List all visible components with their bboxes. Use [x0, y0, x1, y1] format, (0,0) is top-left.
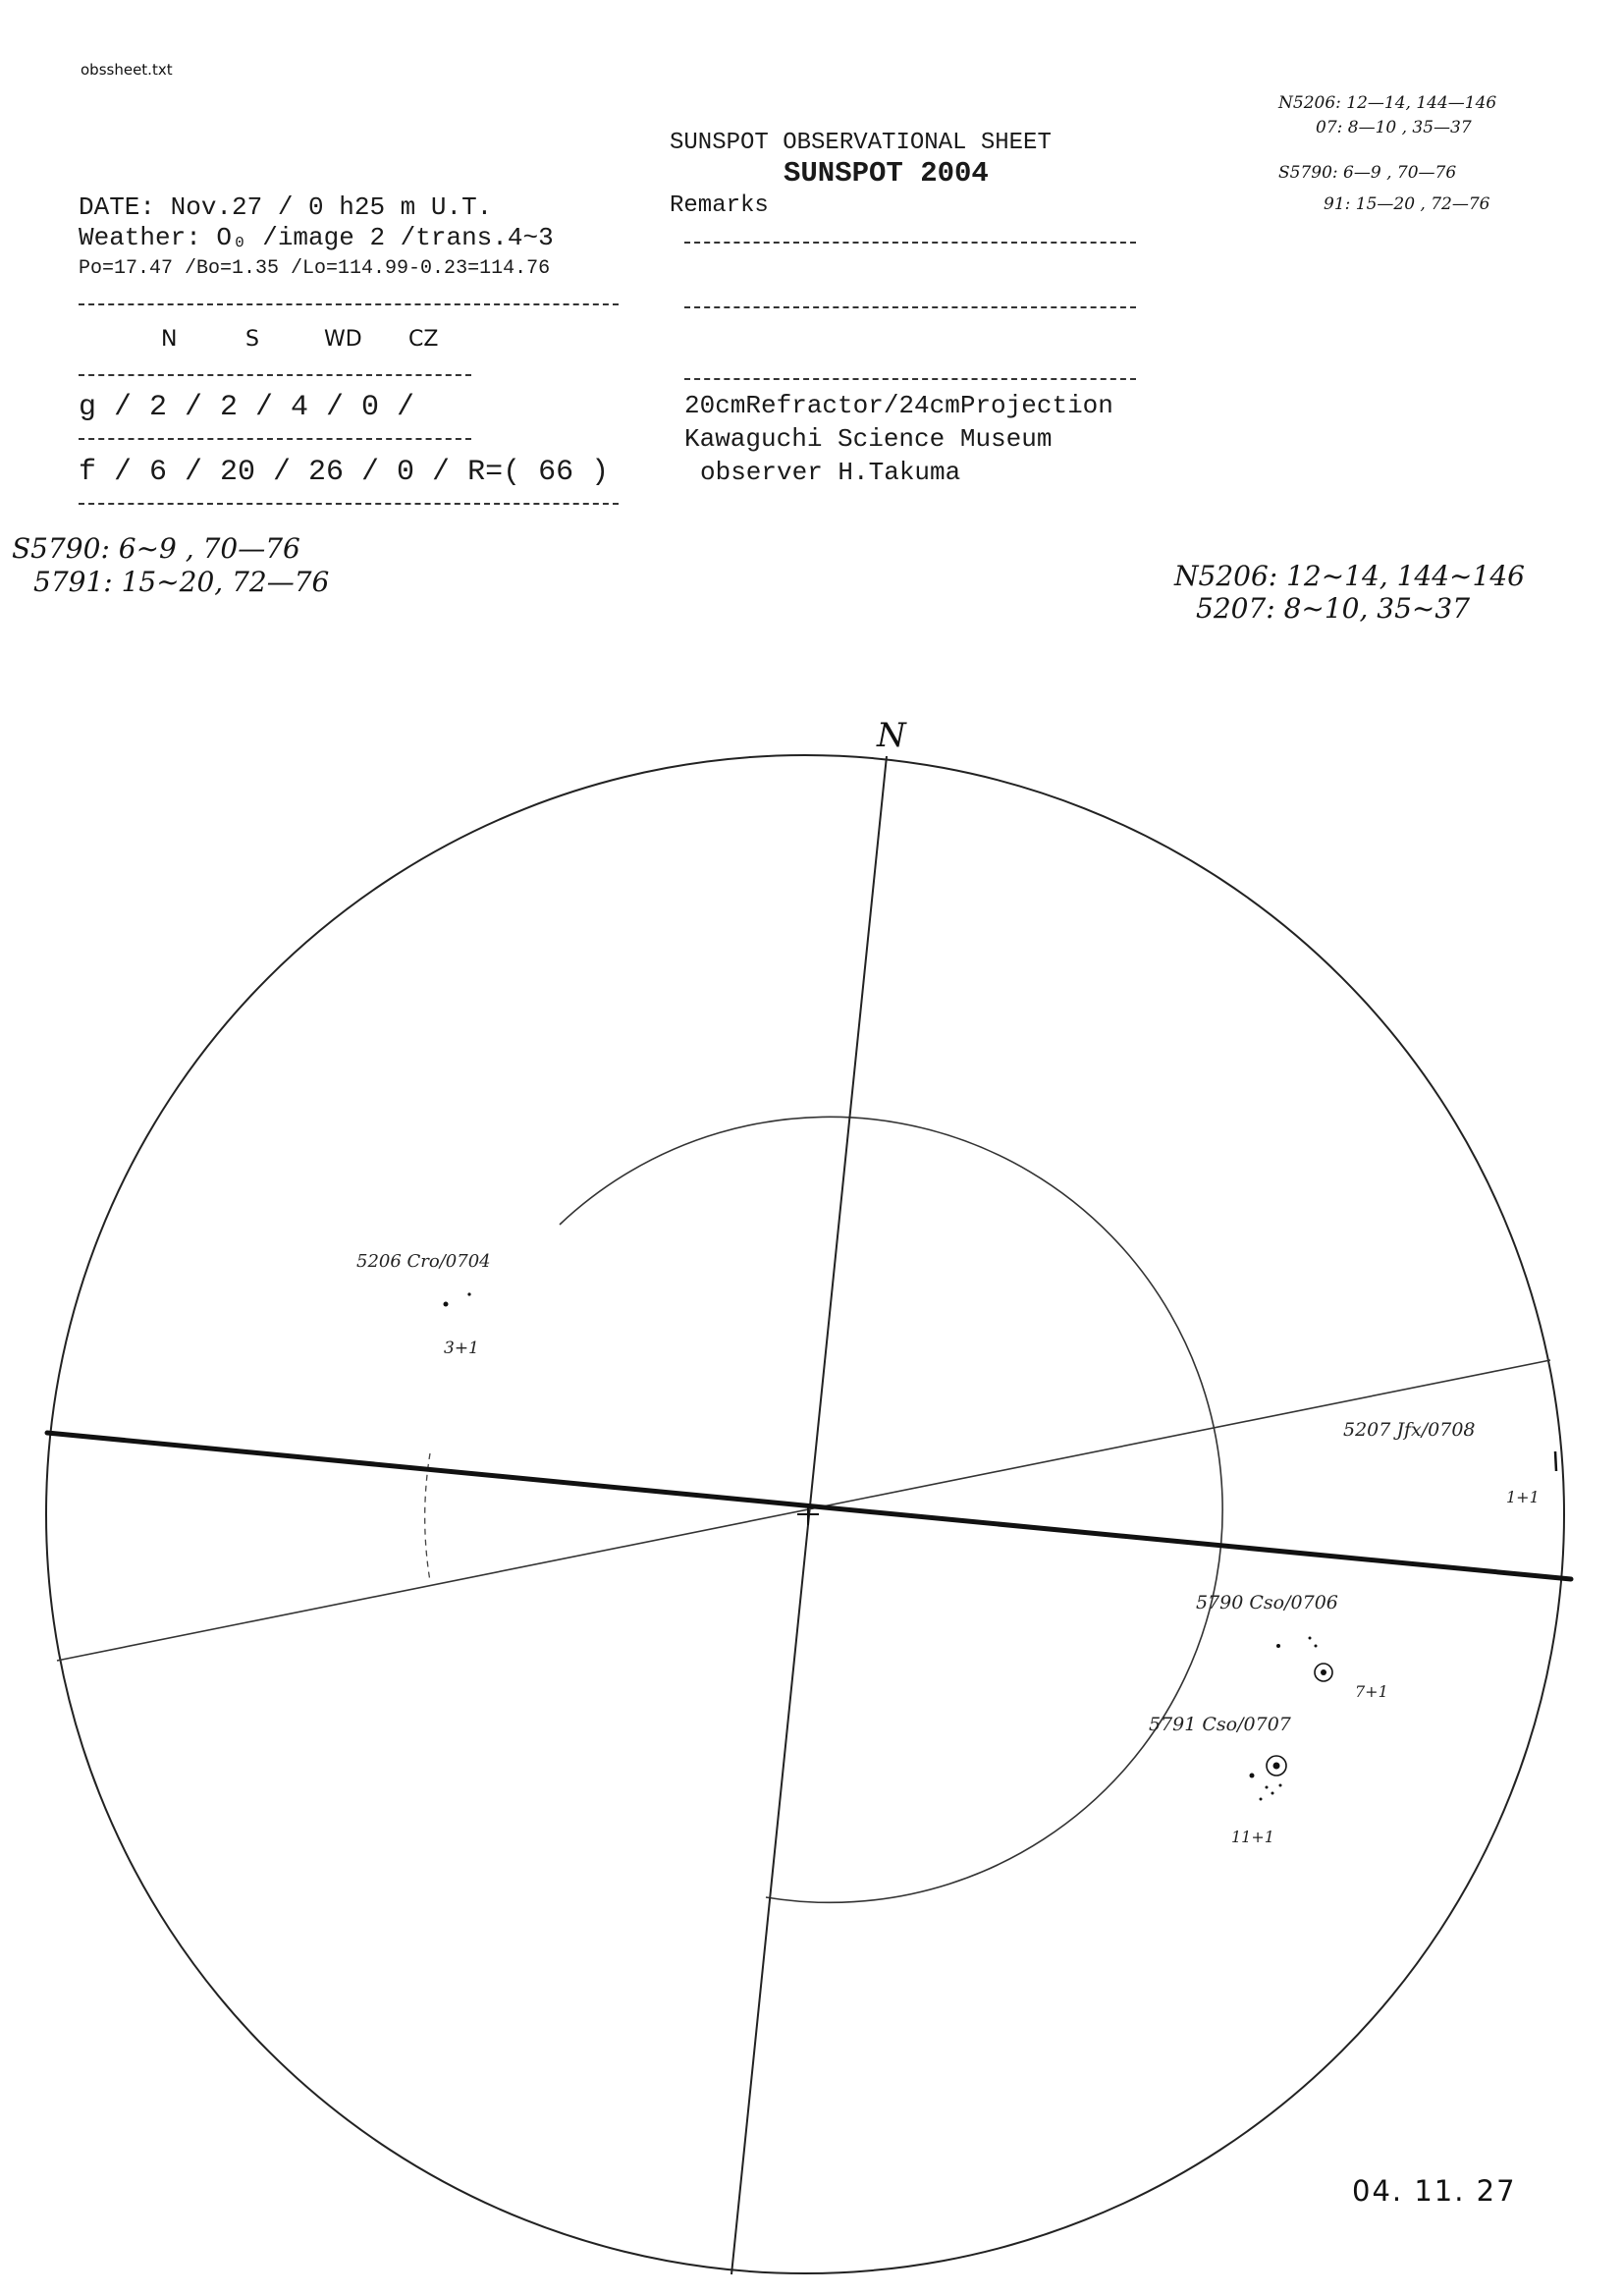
- sunspot-count: 3+1: [444, 1339, 479, 1358]
- instrument-line: 20cmRefractor/24cmProjection: [684, 391, 1113, 420]
- sunspot-mark: [1276, 1644, 1280, 1648]
- museum-line: Kawaguchi Science Museum: [684, 424, 1053, 454]
- sheet-title: SUNSPOT OBSERVATIONAL SHEET: [670, 130, 1052, 156]
- sunspot-mark: [1250, 1774, 1255, 1778]
- inner-circle-arc: [560, 1117, 1222, 1902]
- handwritten-note: N5206: 12~14, 144~146: [1174, 560, 1525, 592]
- sunspot-mark: [444, 1302, 449, 1307]
- sheet-year-line: SUNSPOT 2004: [784, 157, 989, 190]
- handwritten-note: S5790: 6—9 , 70—76: [1278, 163, 1457, 183]
- sunspot-group-label: 5790 Cso/0706: [1196, 1592, 1338, 1613]
- sunspot-mark: [1279, 1784, 1282, 1787]
- remarks-label: Remarks: [670, 192, 769, 219]
- col-header-cz: CZ: [408, 327, 439, 352]
- observer-line: observer H.Takuma: [700, 458, 961, 487]
- handwritten-note: 91: 15—20 , 72—76: [1324, 194, 1490, 214]
- sunspot-mark: [1273, 1763, 1280, 1770]
- solar-params-field: Po=17.47 /Bo=1.35 /Lo=114.99-0.23=114.76: [79, 257, 551, 280]
- group-count-row: g / 2 / 2 / 4 / 0 /: [79, 391, 415, 424]
- sunspot-mark: [1309, 1637, 1312, 1640]
- north-mark: N: [877, 716, 906, 755]
- sunspot-group-label: 5207 Jfx/0708: [1343, 1419, 1476, 1441]
- sunspot-mark: [1315, 1645, 1318, 1648]
- handwritten-note: N5206: 12—14, 144—146: [1278, 93, 1497, 113]
- sunspot-count: 1+1: [1506, 1488, 1540, 1506]
- spot-count-row: f / 6 / 20 / 26 / 0 / R=( 66 ): [79, 456, 610, 489]
- date-field: DATE: Nov.27 / 0 h25 m U.T.: [79, 192, 493, 222]
- handwritten-note: 5791: 15~20, 72—76: [33, 566, 330, 598]
- sunspot-mark: [1321, 1669, 1326, 1675]
- handwritten-note: 07: 8—10 , 35—37: [1316, 118, 1472, 137]
- handwritten-note: 5207: 8~10, 35~37: [1196, 592, 1471, 625]
- file-name: obssheet.txt: [81, 61, 173, 79]
- sunspot-mark: [1260, 1798, 1263, 1801]
- col-header-s: S: [245, 327, 259, 352]
- col-header-n: N: [161, 327, 178, 352]
- sunspot-mark: [1266, 1786, 1269, 1789]
- col-header-wd: WD: [324, 327, 362, 352]
- sunspot-count: 7+1: [1355, 1682, 1388, 1701]
- inner-circle-arc-left: [425, 1453, 430, 1581]
- handwritten-note: S5790: 6~9 , 70—76: [12, 532, 300, 565]
- sunspot-group-label: 5791 Cso/0707: [1149, 1714, 1291, 1735]
- sunspot-count: 11+1: [1231, 1828, 1274, 1846]
- sunspot-mark: [467, 1292, 470, 1295]
- sunspot-mark: [1271, 1792, 1274, 1795]
- sunspot-group-label: 5206 Cro/0704: [356, 1251, 491, 1272]
- date-stamp: 04. 11. 27: [1352, 2174, 1517, 2208]
- weather-field: Weather: O₀ /image 2 /trans.4~3: [79, 223, 554, 252]
- ecliptic-line: [57, 1360, 1550, 1661]
- sunspot-mark: [1555, 1451, 1556, 1471]
